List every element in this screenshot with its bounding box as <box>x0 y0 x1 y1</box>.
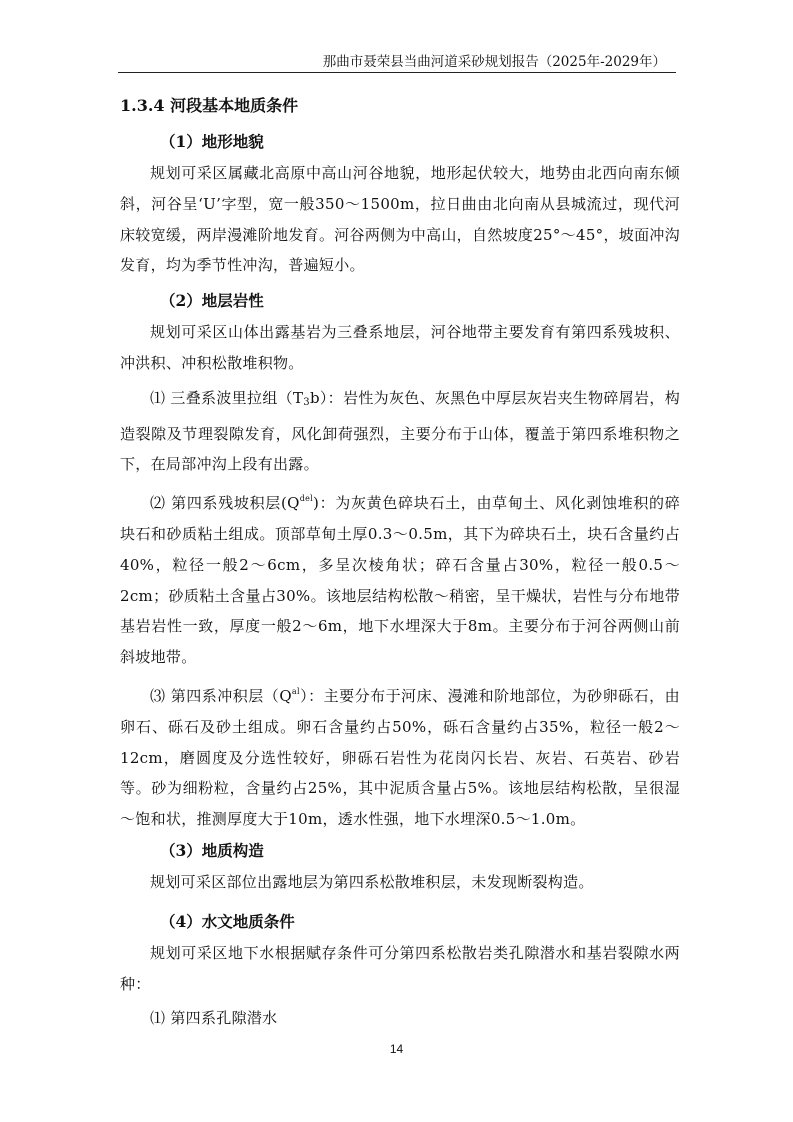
page-body <box>120 92 680 1034</box>
paragraph-landform: 规划可采区属藏北高原中高山河谷地貌，地形起伏较大，地势由北西向南东倾斜，河谷呈‘U’字型，宽一般350～1500m，拉日曲由北向南从县城流过，现代河床较宽缓，两岸漫滩阶地发育。河谷两侧为中高山，自然坡度25°～45°，坡面冲沟发育，均为季节性冲沟，普遍短小。 <box>120 164 680 275</box>
section-heading: 1.3.4 河段基本地质条件 <box>120 96 299 115</box>
list-item-residual-slope: ⑵ 第四系残坡积层$(Q^{del})$：为灰黄色碎块石土，由草甸土、风化剥蚀堆积的碎块石和砂质粘土组成。顶部草甸土厚0.3～0.5m，其下为碎块石土，块石含量约占40%，粒径一般2～6cm，多呈次棱角状；碎石含量占30%，粒径一般0.5～2cm；砂质粘土含量占30%。该地层结构松散～稍密，呈干燥状，岩性与分布地带基岩岩性一致，厚度一般2～6m，地下水埋深大于8m。主要分布于河谷两侧山前斜坡地带。 <box>120 494 680 667</box>
paragraph-structure: 规划可采区部位出露地层为第四系松散堆积层，未发现断裂构造。 <box>150 872 594 891</box>
running-header: 那曲市聂荣县当曲河道采砂规划报告（2025年-2029年） <box>322 54 666 70</box>
paragraph-strata-intro: 规划可采区山体出露基岩为三叠系地层，河谷地带主要发育有第四系残坡积、冲洪积、冲积松散堆积物。 <box>120 323 680 372</box>
subheading-structure: （3）地质构造 <box>160 840 264 860</box>
header-divider <box>118 72 676 73</box>
paragraph-hydrogeology: 规划可采区地下水根据赋存条件可分第四系松散岩类孔隙潜水和基岩裂隙水两种： <box>120 943 680 993</box>
list-item-triassic: ⑴ 三叠系波里拉组$(T_3b)$：岩性为灰色、灰黑色中厚层灰岩夹生物碎屑岩，构造裂隙及节理裂隙发育，风化卸荷强烈，主要分布于山体，覆盖于第四系堆积物之下，在局部冲沟上段有出露。 <box>120 388 680 474</box>
list-item-alluvium: ⑶ 第四系冲积层$(Q^{al})$：主要分布于河床、漫滩和阶地部位，为砂卵砾石，由卵石、砾石及砂土组成。卵石含量约占50%，砾石含量约占35%，粒径一般2～12cm，磨圆度及分选性较好，卵砾石岩性为花岗闪长岩、灰岩、石英岩、砂岩等。砂为细粉粒，含量约占25%，其中泥质含量占5%。该地层结构松散，呈很湿～饱和状，推测厚度大于10m，透水性强，地下水埋深0.5～1.0m。 <box>120 686 680 829</box>
list-item-pore-water: ⑴ 第四系孔隙潜水 <box>150 1009 278 1028</box>
page-number: 14 <box>389 1042 404 1056</box>
subheading-hydrogeology: （4）水文地质条件 <box>160 911 295 931</box>
subheading-strata: （2）地层岩性 <box>160 291 264 311</box>
subheading-landform: （1）地形地貌 <box>160 132 264 151</box>
